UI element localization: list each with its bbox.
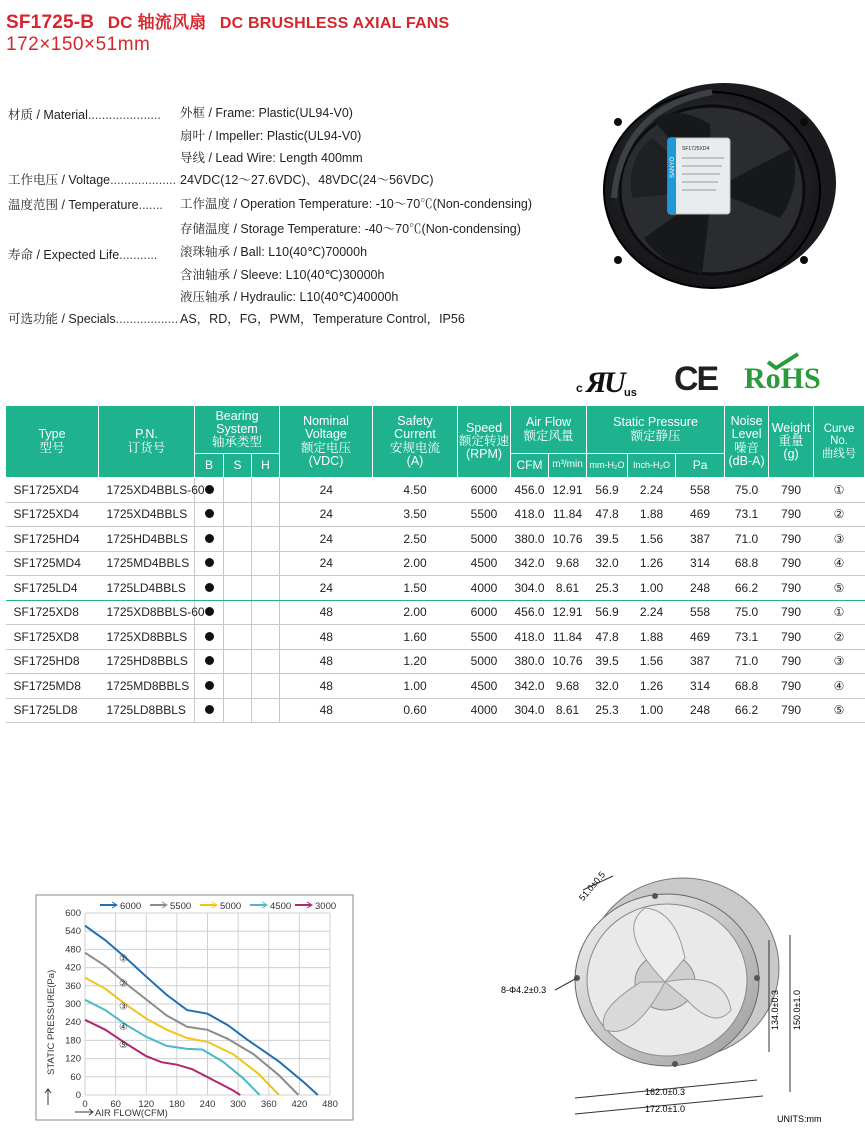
cell-g: 790 <box>769 576 814 601</box>
cell-curve: ④ <box>814 674 865 699</box>
cell-mm: 56.9 <box>587 600 628 625</box>
cell-rpm: 4000 <box>458 698 511 723</box>
bearing-empty-cell <box>224 576 252 601</box>
bearing-empty-cell <box>224 527 252 552</box>
cell-a: 2.50 <box>373 527 458 552</box>
bullet-icon <box>205 534 214 543</box>
bullet-icon <box>205 509 214 518</box>
cell-curve: ④ <box>814 551 865 576</box>
cell-mm: 25.3 <box>587 576 628 601</box>
rohs-logo: RoHS <box>744 362 821 395</box>
cell-mm: 39.5 <box>587 527 628 552</box>
cell-rpm: 4500 <box>458 551 511 576</box>
x-tick-label: 420 <box>291 1099 308 1110</box>
legend-label: 5000 <box>220 901 242 912</box>
spec-value: 液压轴承 / Hydraulic: L10(40℃)40000h <box>180 290 399 304</box>
cell-m3: 10.76 <box>549 649 587 674</box>
cell-g: 790 <box>769 502 814 527</box>
cell-a: 2.00 <box>373 551 458 576</box>
cell-pa: 248 <box>676 576 725 601</box>
cell-db: 73.1 <box>725 625 769 650</box>
cell-cfm: 304.0 <box>511 698 549 723</box>
title-cn: DC 轴流风扇 <box>107 13 207 32</box>
cell-m3: 8.61 <box>549 698 587 723</box>
cell-rpm: 5500 <box>458 625 511 650</box>
bearing-ball-mark <box>195 649 224 674</box>
bearing-empty-cell <box>224 698 252 723</box>
cell-v: 24 <box>280 551 373 576</box>
curve-label: ① <box>119 953 128 965</box>
y-tick-label: 120 <box>65 1053 81 1065</box>
cell-cfm: 380.0 <box>511 527 549 552</box>
cell-curve: ⑤ <box>814 576 865 601</box>
cell-g: 790 <box>769 551 814 576</box>
cell-inch: 2.24 <box>628 478 676 503</box>
spec-label-material: 材质 / Material..................... <box>8 108 161 122</box>
spec-label-temperature: 温度范围 / Temperature....... <box>8 198 163 212</box>
bullet-icon <box>205 681 214 690</box>
cell-type: SF1725XD4 <box>6 502 99 527</box>
series-line-5500 <box>85 953 298 1095</box>
table-row <box>6 600 865 625</box>
cell-pn: 1725LD4BBLS <box>99 576 195 601</box>
dim-inner-width: 162.0±0.3 <box>645 1087 685 1097</box>
cell-db: 71.0 <box>725 649 769 674</box>
bearing-ball-mark <box>195 698 224 723</box>
cell-pa: 469 <box>676 625 725 650</box>
y-tick-label: 420 <box>65 962 81 974</box>
certifications <box>570 360 842 402</box>
cell-m3: 8.61 <box>549 576 587 601</box>
cell-mm: 47.8 <box>587 625 628 650</box>
y-tick-label: 60 <box>70 1071 81 1083</box>
col-cfm: CFM <box>511 454 549 478</box>
cell-pa: 558 <box>676 478 725 503</box>
spec-value: 24VDC(12～27.6VDC)、48VDC(24～56VDC) <box>180 173 434 187</box>
spec-value: 外框 / Frame: Plastic(UL94-V0) <box>180 106 353 120</box>
svg-text:c: c <box>576 381 583 395</box>
cell-inch: 1.56 <box>628 649 676 674</box>
cell-db: 73.1 <box>725 502 769 527</box>
cell-type: SF1725LD4 <box>6 576 99 601</box>
cell-pa: 469 <box>676 502 725 527</box>
cell-a: 4.50 <box>373 478 458 503</box>
cell-a: 1.20 <box>373 649 458 674</box>
fan-photo <box>592 78 840 296</box>
x-tick-label: 120 <box>138 1099 155 1110</box>
col-s: S <box>224 454 252 478</box>
cell-db: 71.0 <box>725 527 769 552</box>
cell-type: SF1725XD4 <box>6 478 99 503</box>
cell-pa: 387 <box>676 527 725 552</box>
bullet-icon <box>205 558 214 567</box>
spec-label-specials: 可选功能 / Specials.................. <box>8 312 179 326</box>
cell-cfm: 418.0 <box>511 502 549 527</box>
table-row <box>6 576 865 601</box>
cell-a: 2.00 <box>373 600 458 625</box>
bearing-empty-cell <box>252 527 280 552</box>
cell-pn: 1725MD8BBLS <box>99 674 195 699</box>
cell-type: SF1725HD8 <box>6 649 99 674</box>
cell-g: 790 <box>769 625 814 650</box>
y-tick-label: 240 <box>65 1017 81 1029</box>
cell-a: 3.50 <box>373 502 458 527</box>
bearing-ball-mark <box>195 625 224 650</box>
x-tick-label: 60 <box>110 1099 121 1110</box>
x-tick-label: 480 <box>322 1099 338 1110</box>
cell-inch: 1.88 <box>628 502 676 527</box>
dim-depth: 51.0±0.5 <box>577 869 608 903</box>
cell-pn: 1725MD4BBLS <box>99 551 195 576</box>
table-row <box>6 649 865 674</box>
cell-db: 66.2 <box>725 576 769 601</box>
dimension-drawing <box>495 860 845 1130</box>
bullet-icon <box>205 607 214 616</box>
cell-db: 75.0 <box>725 478 769 503</box>
units-note: UNITS:mm <box>777 1114 822 1124</box>
bearing-ball-mark <box>195 551 224 576</box>
svg-text:us: us <box>624 387 637 399</box>
curve-label: ② <box>119 978 128 990</box>
bearing-empty-cell <box>224 649 252 674</box>
spec-label-life: 寿命 / Expected Life........... <box>8 248 158 262</box>
cell-curve: ⑤ <box>814 698 865 723</box>
bullet-icon <box>205 656 214 665</box>
x-tick-label: 300 <box>230 1099 247 1110</box>
cell-pa: 558 <box>676 600 725 625</box>
cell-v: 24 <box>280 527 373 552</box>
bullet-icon <box>205 705 214 714</box>
spec-value: 导线 / Lead Wire: Length 400mm <box>180 151 363 165</box>
x-tick-label: 360 <box>260 1099 277 1110</box>
table-row <box>6 527 865 552</box>
curve-label: ③ <box>119 1001 128 1013</box>
svg-text:U: U <box>604 366 626 399</box>
cell-rpm: 5000 <box>458 649 511 674</box>
cell-pn: 1725XD8BBLS-60 <box>99 600 195 625</box>
cell-v: 24 <box>280 576 373 601</box>
cell-m3: 12.91 <box>549 600 587 625</box>
spec-value: 存储温度 / Storage Temperature: -40～70℃(Non-condensing) <box>180 222 521 236</box>
dim-holes: 8-Φ4.2±0.3 <box>501 985 547 995</box>
cell-inch: 1.56 <box>628 527 676 552</box>
cell-cfm: 342.0 <box>511 674 549 699</box>
bullet-icon <box>205 583 214 592</box>
cell-g: 790 <box>769 527 814 552</box>
x-tick-label: 240 <box>199 1099 216 1110</box>
series-line-4500 <box>85 1000 260 1095</box>
legend-label: 3000 <box>315 901 337 912</box>
col-voltage: Nominal Voltage 额定电压 (VDC) <box>280 406 373 478</box>
curve-label: ⑤ <box>119 1039 128 1051</box>
cell-a: 1.50 <box>373 576 458 601</box>
col-pressure: Static Pressure 额定静压 <box>587 406 725 454</box>
cell-curve: ③ <box>814 649 865 674</box>
x-axis-label: AIR FLOW(CFM) <box>95 1108 168 1119</box>
col-weight: Weight 重量 (g) <box>769 406 814 478</box>
table-row <box>6 551 865 576</box>
cell-inch: 1.88 <box>628 625 676 650</box>
cell-curve: ③ <box>814 527 865 552</box>
cell-pn: 1725LD8BBLS <box>99 698 195 723</box>
bearing-ball-mark <box>195 527 224 552</box>
ul-logo <box>574 362 636 400</box>
cell-db: 68.8 <box>725 551 769 576</box>
legend-label: 5500 <box>170 901 192 912</box>
y-tick-label: 0 <box>75 1090 81 1101</box>
table-row <box>6 674 865 699</box>
svg-text:Я: Я <box>586 366 607 399</box>
bearing-empty-cell <box>224 625 252 650</box>
spec-value: 扇叶 / Impeller: Plastic(UL94-V0) <box>180 129 362 143</box>
bearing-empty-cell <box>224 478 252 503</box>
bearing-empty-cell <box>252 478 280 503</box>
spec-value: AS，RD，FG，PWM，Temperature Control，IP56 <box>180 312 465 326</box>
col-mmh2o: mm-H₂O <box>587 454 628 478</box>
col-b: B <box>195 454 224 478</box>
cell-inch: 1.26 <box>628 551 676 576</box>
cell-m3: 11.84 <box>549 625 587 650</box>
bearing-empty-cell <box>252 502 280 527</box>
curve-label: ④ <box>119 1021 128 1033</box>
cell-v: 48 <box>280 698 373 723</box>
y-tick-label: 540 <box>65 926 81 938</box>
fan-label-model: SF1725XD4 <box>682 146 710 152</box>
y-tick-label: 360 <box>65 980 81 992</box>
legend-label: 4500 <box>270 901 292 912</box>
cell-m3: 12.91 <box>549 478 587 503</box>
cell-type: SF1725MD4 <box>6 551 99 576</box>
cell-cfm: 456.0 <box>511 478 549 503</box>
spec-value: 滚珠轴承 / Ball: L10(40℃)70000h <box>180 245 368 259</box>
cell-g: 790 <box>769 698 814 723</box>
table-row <box>6 698 865 723</box>
cell-db: 66.2 <box>725 698 769 723</box>
dim-outer-height: 150.0±1.0 <box>792 990 802 1030</box>
cell-g: 790 <box>769 649 814 674</box>
dim-inner-height: 134.0±0.3 <box>770 990 780 1030</box>
cell-g: 790 <box>769 600 814 625</box>
cell-curve: ② <box>814 502 865 527</box>
pq-chart <box>0 885 360 1130</box>
cell-inch: 1.00 <box>628 576 676 601</box>
col-noise: Noise Level 噪音 (dB-A) <box>725 406 769 478</box>
col-bearing: Bearing System 轴承类型 <box>195 406 280 454</box>
cell-rpm: 5000 <box>458 527 511 552</box>
bullet-icon <box>205 485 214 494</box>
table-row <box>6 502 865 527</box>
cell-v: 48 <box>280 649 373 674</box>
cell-pn: 1725XD4BBLS-60 <box>99 478 195 503</box>
y-tick-label: 300 <box>65 999 81 1010</box>
x-tick-label: 180 <box>168 1099 185 1110</box>
cell-rpm: 5500 <box>458 502 511 527</box>
bearing-empty-cell <box>252 649 280 674</box>
y-axis-label: STATIC PRESSURE(Pa) <box>46 969 57 1075</box>
y-tick-label: 480 <box>65 944 81 956</box>
cell-cfm: 456.0 <box>511 600 549 625</box>
bearing-ball-mark <box>195 502 224 527</box>
cell-mm: 39.5 <box>587 649 628 674</box>
cell-a: 0.60 <box>373 698 458 723</box>
cell-v: 48 <box>280 600 373 625</box>
cell-curve: ② <box>814 625 865 650</box>
fan-brand: SANYO <box>670 156 676 178</box>
y-tick-label: 180 <box>65 1035 81 1047</box>
cell-type: SF1725MD8 <box>6 674 99 699</box>
page-title <box>6 8 449 34</box>
cell-curve: ① <box>814 600 865 625</box>
bearing-empty-cell <box>224 551 252 576</box>
y-tick-label: 600 <box>65 908 81 919</box>
cell-a: 1.60 <box>373 625 458 650</box>
cell-cfm: 380.0 <box>511 649 549 674</box>
cell-pa: 248 <box>676 698 725 723</box>
cell-rpm: 4500 <box>458 674 511 699</box>
cell-mm: 56.9 <box>587 478 628 503</box>
cell-inch: 1.00 <box>628 698 676 723</box>
cell-pa: 387 <box>676 649 725 674</box>
dim-outer-width: 172.0±1.0 <box>645 1104 685 1114</box>
cell-a: 1.00 <box>373 674 458 699</box>
bearing-empty-cell <box>252 576 280 601</box>
cell-pn: 1725HD4BBLS <box>99 527 195 552</box>
col-m3min: m³/min <box>549 454 587 478</box>
bullet-icon <box>205 632 214 641</box>
cell-curve: ① <box>814 478 865 503</box>
cell-type: SF1725XD8 <box>6 625 99 650</box>
cell-pa: 314 <box>676 674 725 699</box>
cell-m3: 9.68 <box>549 551 587 576</box>
cell-v: 24 <box>280 502 373 527</box>
col-pa: Pa <box>676 454 725 478</box>
cell-type: SF1725LD8 <box>6 698 99 723</box>
cell-m3: 9.68 <box>549 674 587 699</box>
legend-label: 6000 <box>120 901 142 912</box>
bearing-ball-mark <box>195 576 224 601</box>
bearing-empty-cell <box>224 600 252 625</box>
cell-rpm: 4000 <box>458 576 511 601</box>
bearing-empty-cell <box>252 698 280 723</box>
cell-inch: 2.24 <box>628 600 676 625</box>
bearing-empty-cell <box>224 502 252 527</box>
checkmark-icon <box>766 352 800 370</box>
col-inchh2o: Inch-H₂O <box>628 454 676 478</box>
cell-v: 48 <box>280 625 373 650</box>
cell-g: 790 <box>769 674 814 699</box>
cell-v: 48 <box>280 674 373 699</box>
cell-type: SF1725XD8 <box>6 600 99 625</box>
cell-db: 75.0 <box>725 600 769 625</box>
cell-type: SF1725HD4 <box>6 527 99 552</box>
cell-mm: 25.3 <box>587 698 628 723</box>
cell-cfm: 342.0 <box>511 551 549 576</box>
bearing-empty-cell <box>252 674 280 699</box>
bearing-empty-cell <box>252 551 280 576</box>
cell-mm: 47.8 <box>587 502 628 527</box>
cell-m3: 10.76 <box>549 527 587 552</box>
dimensions: 172×150×51mm <box>6 34 151 55</box>
cell-db: 68.8 <box>725 674 769 699</box>
bearing-empty-cell <box>224 674 252 699</box>
cell-pn: 1725HD8BBLS <box>99 649 195 674</box>
cell-pa: 314 <box>676 551 725 576</box>
cell-inch: 1.26 <box>628 674 676 699</box>
bearing-ball-mark <box>195 674 224 699</box>
col-speed: Speed 额定转速 (RPM) <box>458 406 511 478</box>
cell-rpm: 6000 <box>458 600 511 625</box>
x-tick-label: 0 <box>82 1099 88 1110</box>
spec-value: 含油轴承 / Sleeve: L10(40℃)30000h <box>180 268 385 282</box>
title-en: DC BRUSHLESS AXIAL FANS <box>219 15 450 32</box>
bearing-empty-cell <box>252 600 280 625</box>
spec-table <box>5 405 865 723</box>
table-row <box>6 625 865 650</box>
cell-pn: 1725XD8BBLS <box>99 625 195 650</box>
model-number: SF1725-B <box>6 12 95 33</box>
col-h: H <box>252 454 280 478</box>
cell-cfm: 418.0 <box>511 625 549 650</box>
bearing-empty-cell <box>252 625 280 650</box>
table-row <box>6 478 865 503</box>
cell-cfm: 304.0 <box>511 576 549 601</box>
ce-logo: CE <box>674 360 718 398</box>
cell-g: 790 <box>769 478 814 503</box>
cell-rpm: 6000 <box>458 478 511 503</box>
col-type: Type 型号 <box>6 406 99 478</box>
spec-label-voltage: 工作电压 / Voltage................... <box>8 173 177 187</box>
col-airflow: Air Flow 额定风量 <box>511 406 587 454</box>
cell-mm: 32.0 <box>587 674 628 699</box>
col-curve: Curve No. 曲线号 <box>814 406 865 478</box>
cell-mm: 32.0 <box>587 551 628 576</box>
cell-m3: 11.84 <box>549 502 587 527</box>
col-current: Safety Current 安规电流 (A) <box>373 406 458 478</box>
col-pn: P.N. 订货号 <box>99 406 195 478</box>
spec-value: 工作温度 / Operation Temperature: -10～70℃(Non-condensing) <box>180 197 533 211</box>
cell-v: 24 <box>280 478 373 503</box>
cell-pn: 1725XD4BBLS <box>99 502 195 527</box>
